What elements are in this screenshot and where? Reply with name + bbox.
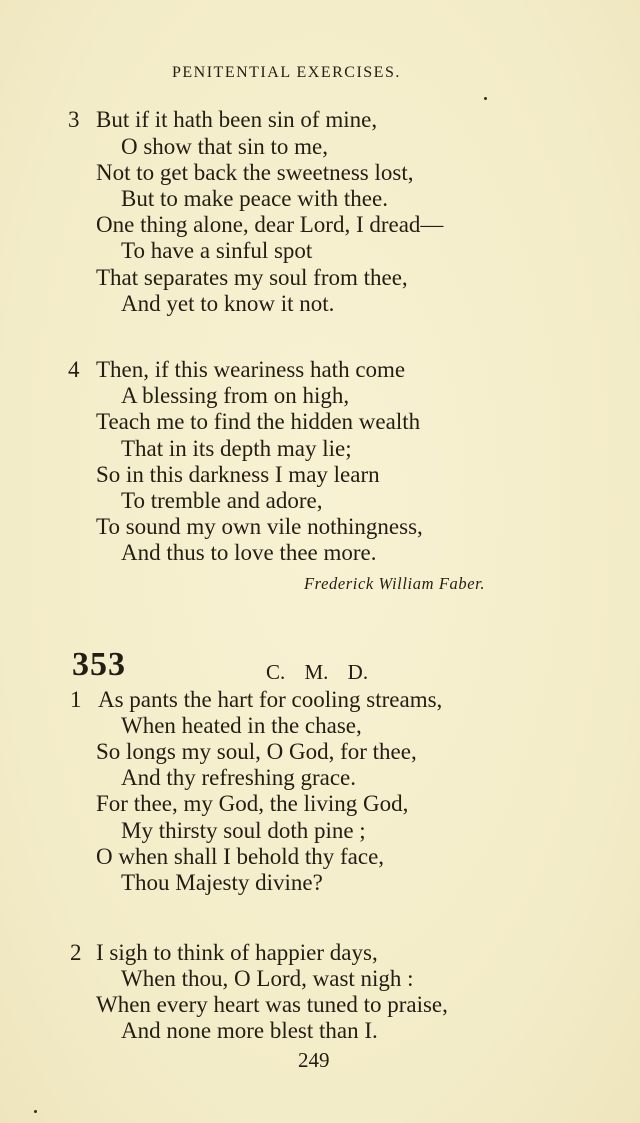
- ink-speck: [484, 97, 487, 100]
- verse-line: But to make peace with thee.: [121, 186, 388, 211]
- hymn-number: 353: [72, 646, 126, 683]
- verse-line: To tremble and adore,: [121, 488, 323, 513]
- verse-line: For thee, my God, the living God,: [96, 791, 409, 816]
- verse-line: My thirsty soul doth pine ;: [121, 818, 366, 843]
- author-attribution: Frederick William Faber.: [304, 574, 486, 593]
- verse-line: I sigh to think of happier days,: [96, 940, 378, 965]
- verse-line: A blessing from on high,: [121, 383, 350, 408]
- verse-number: 4: [68, 357, 80, 382]
- verse-line: And none more blest than I.: [121, 1018, 378, 1043]
- verse-line: To have a sinful spot: [121, 238, 313, 263]
- verse-number: 1: [70, 687, 82, 712]
- verse-line: O show that sin to me,: [121, 134, 328, 159]
- verse-line: So in this darkness I may learn: [96, 462, 380, 487]
- verse-line: O when shall I behold thy face,: [96, 844, 385, 869]
- verse-line: And thy refreshing grace.: [121, 765, 357, 790]
- verse-line: That in its depth may lie;: [121, 436, 352, 461]
- verse-number: 3: [68, 107, 80, 132]
- verse-line: Then, if this weariness hath come: [96, 357, 406, 382]
- verse-line: Teach me to find the hidden wealth: [96, 409, 421, 434]
- verse-line: That separates my soul from thee,: [96, 265, 408, 290]
- verse-line: Not to get back the sweetness lost,: [96, 160, 414, 185]
- ink-speck: [34, 1110, 37, 1113]
- verse-number: 2: [70, 940, 82, 965]
- page-number: 249: [298, 1048, 330, 1072]
- verse-line: And yet to know it not.: [121, 291, 335, 316]
- verse-line: When thou, O Lord, wast nigh :: [121, 966, 414, 991]
- verse-line: Thou Majesty divine?: [121, 870, 323, 895]
- verse-line: And thus to love thee more.: [121, 540, 377, 565]
- verse-line: But if it hath been sin of mine,: [96, 107, 378, 132]
- verse-line: When every heart was tuned to praise,: [96, 992, 448, 1017]
- verse-line: As pants the hart for cooling streams,: [98, 687, 443, 712]
- running-head: PENITENTIAL EXERCISES.: [172, 64, 401, 81]
- verse-line: One thing alone, dear Lord, I dread—: [96, 212, 444, 237]
- verse-line: When heated in the chase,: [121, 713, 362, 738]
- verse-line: So longs my soul, O God, for thee,: [96, 739, 417, 764]
- hymn-meter: C. M. D.: [266, 660, 369, 684]
- verse-line: To sound my own vile nothingness,: [96, 514, 423, 539]
